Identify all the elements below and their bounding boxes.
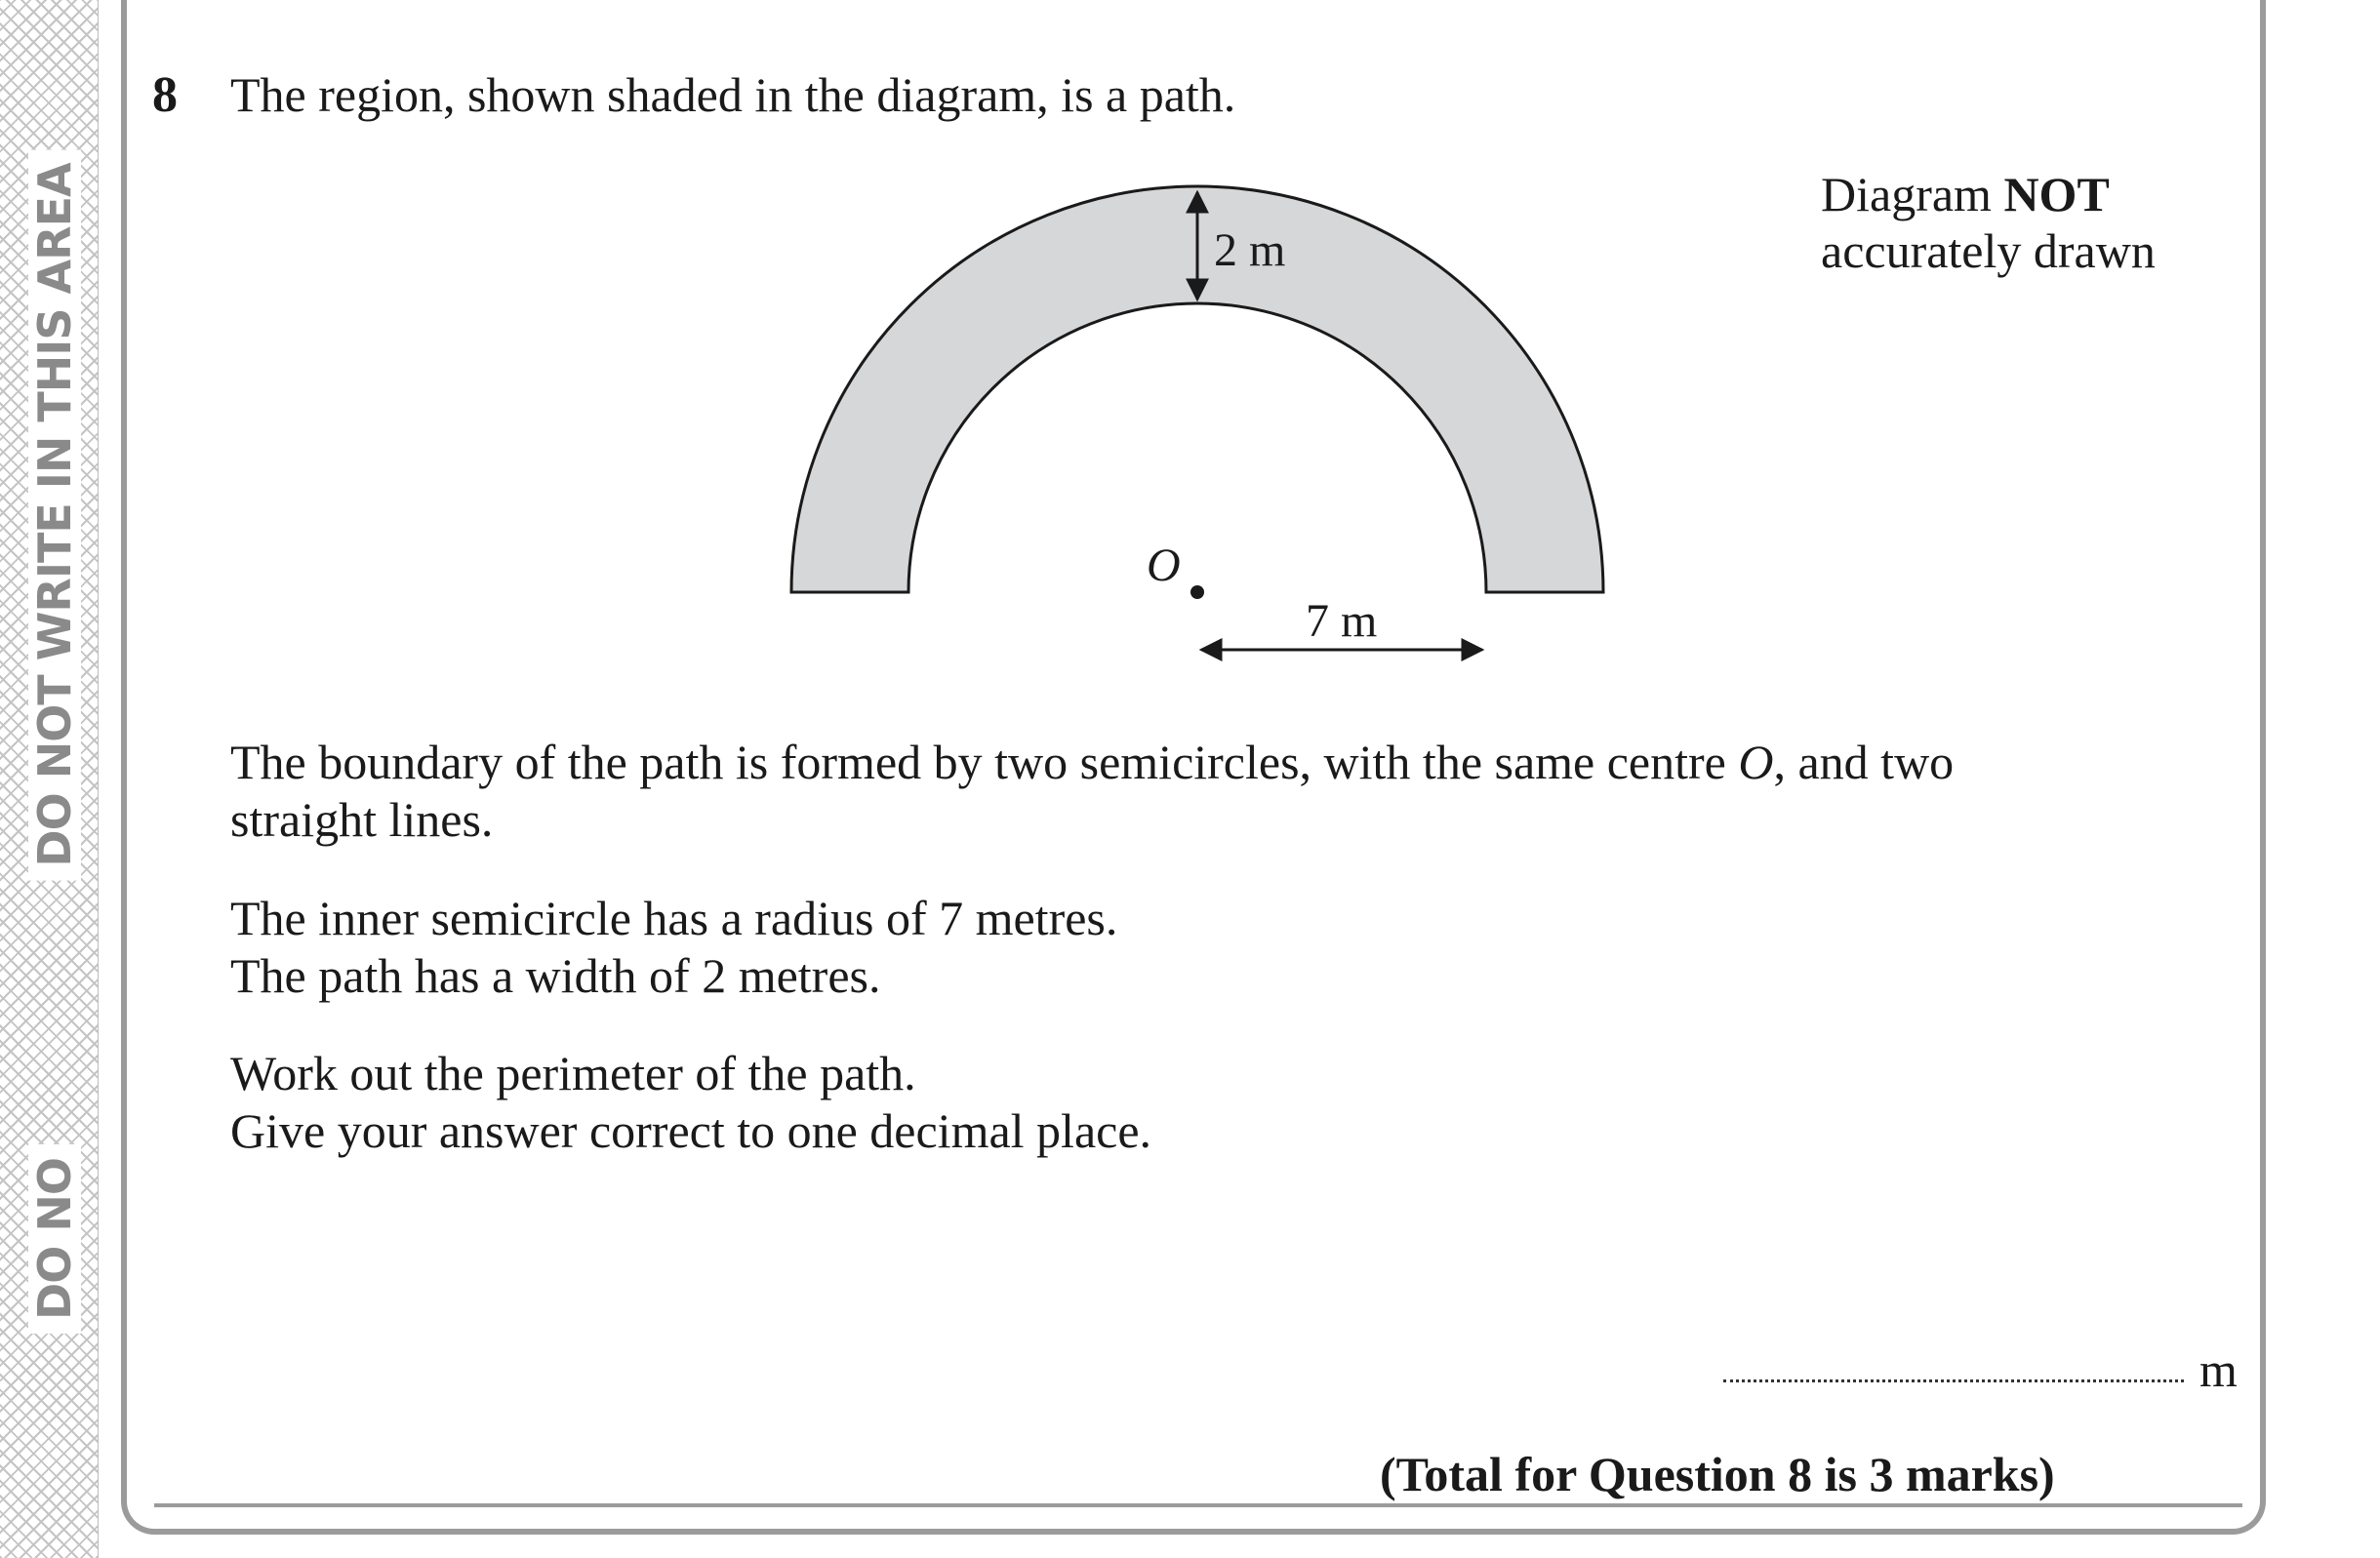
para3-line2: Give your answer correct to one decimal place. [230,1103,1152,1158]
centre-point [1190,585,1204,599]
width-label: 2 m [1214,224,1286,276]
centre-label: O [1147,539,1181,591]
paragraph-task [230,1045,1151,1160]
para3-line1: Work out the perimeter of the path. [230,1046,916,1100]
margin-warning-text-partial: DO NO [28,1144,81,1334]
question-number: 8 [152,67,178,123]
para1-text-b: , and two [1773,735,1955,789]
note-bold: NOT [2003,167,2110,221]
total-marks: (Total for Question 8 is 3 marks) [1380,1447,2055,1501]
margin-warning-text: DO NOT WRITE IN THIS AREA [28,149,81,880]
radius-label: 7 m [1306,595,1378,647]
bottom-rule [154,1503,2242,1507]
paragraph-boundary [230,734,1954,849]
para1-centre-var: O [1738,735,1774,789]
para2-line2: The path has a width of 2 metres. [230,948,881,1003]
para1-text-a: The boundary of the path is formed by two semicircles, with the same centre [230,735,1739,789]
answer-unit: m [2199,1342,2238,1397]
answer-line[interactable] [1723,1379,2184,1382]
para1-line2: straight lines. [230,792,494,847]
paragraph-measurements [230,890,1117,1005]
question-intro: The region, shown shaded in the diagram, is a path. [230,67,1236,122]
note-prefix: Diagram [1821,167,2004,221]
note-suffix: accurately drawn [1821,223,2156,278]
para2-line1: The inner semicircle has a radius of 7 metres. [230,891,1118,945]
